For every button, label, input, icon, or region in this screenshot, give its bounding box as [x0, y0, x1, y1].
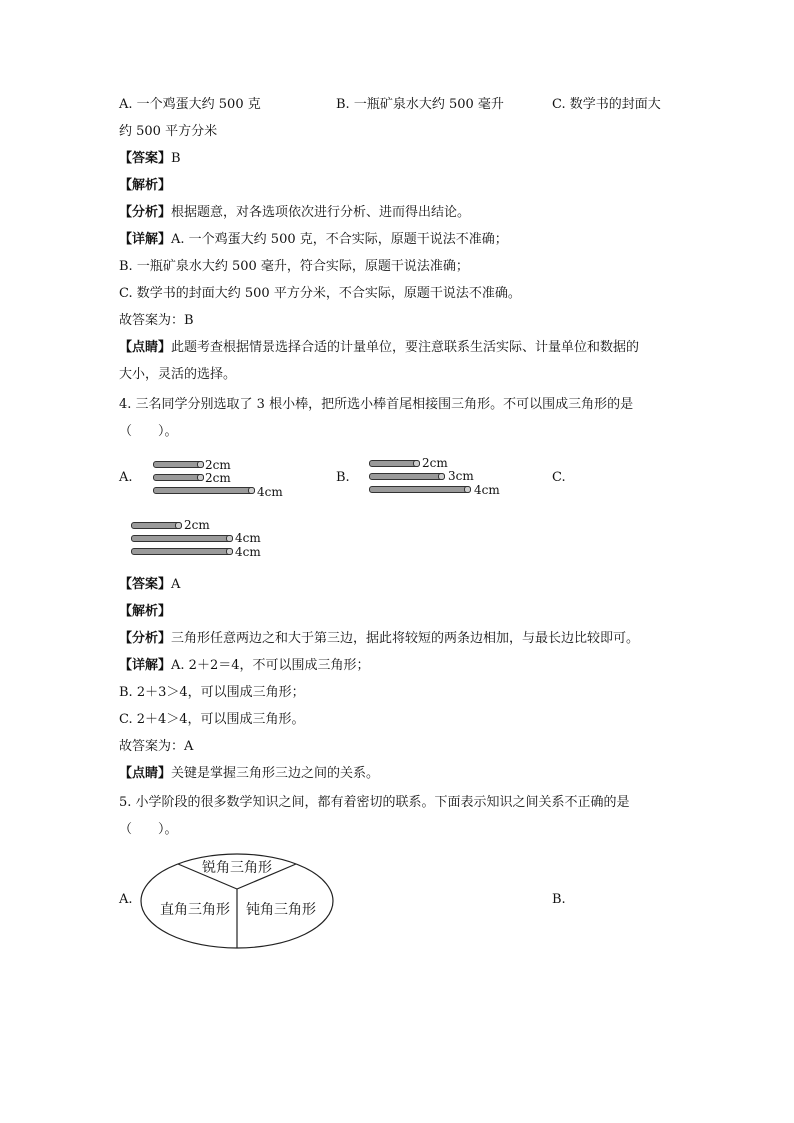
- q4-stem-line1: 4. 三名同学分别选取了 3 根小棒，把所选小棒首尾相接围三角形。不可以围成三角形的是: [119, 397, 634, 412]
- fenxi-tag: 【分析】: [119, 631, 172, 646]
- stick-label: 3cm: [448, 469, 474, 483]
- stick-label: 2cm: [422, 456, 448, 470]
- q4-comment: [119, 764, 379, 784]
- q3-option-b: B. 一瓶矿泉水大约 500 毫升: [336, 97, 504, 112]
- q4-fenxi: [119, 629, 639, 649]
- q4-answer: [119, 575, 180, 595]
- detail-text: A. 2＋2＝4，不可以围成三角形；: [171, 658, 370, 673]
- comment-text: 关键是掌握三角形三边之间的关系。: [171, 766, 380, 781]
- q5-label-b: B.: [552, 892, 566, 907]
- q3-final-answer: 故答案为：B: [119, 313, 194, 328]
- stick-label: 4cm: [235, 545, 261, 559]
- detail-text: A. 一个鸡蛋大约 500 克，不合实际，原题干说法不准确；: [171, 232, 508, 247]
- stick-label: 4cm: [235, 531, 261, 545]
- comment-tag: 【点睛】: [119, 340, 172, 355]
- q3-comment-line2: 大小，灵活的选择。: [119, 367, 237, 382]
- comment-text: 此题考查根据情景选择合适的计量单位，要注意联系生活实际、计量单位和数据的: [171, 340, 640, 355]
- stick-4cm: [131, 548, 233, 555]
- stick-label: 2cm: [205, 458, 231, 472]
- q3-answer: [119, 149, 181, 169]
- stick-label: 4cm: [257, 485, 283, 499]
- q3-option-c-line1: C. 数学书的封面大: [552, 97, 661, 112]
- q3-analysis-tag: 【解析】: [119, 178, 172, 193]
- stick-label: 2cm: [184, 518, 210, 532]
- answer-value: B: [171, 151, 181, 166]
- detail-tag: 【详解】: [119, 232, 172, 247]
- q4-label-b: B.: [336, 470, 350, 485]
- stick-2cm: [131, 522, 182, 529]
- comment-tag: 【点睛】: [119, 766, 172, 781]
- stick-2cm: [369, 460, 420, 467]
- q3-comment-line1: [119, 338, 639, 358]
- q3-option-a: A. 一个鸡蛋大约 500 克: [119, 97, 261, 112]
- q4-detail-c: C. 2＋4＞4，可以围成三角形。: [119, 712, 305, 727]
- answer-value: A: [171, 577, 181, 592]
- stick-4cm: [153, 487, 255, 494]
- q4-detail-a: [119, 656, 369, 676]
- stick-4cm: [369, 486, 471, 493]
- q4-label-c: C.: [552, 470, 566, 485]
- stick-4cm: [131, 535, 233, 542]
- q4-label-a: A.: [119, 470, 133, 485]
- oval-label-acute: 锐角三角形: [202, 860, 272, 876]
- stick-2cm: [153, 461, 204, 468]
- stick-label: 4cm: [474, 483, 500, 497]
- oval-label-obtuse: 钝角三角形: [246, 902, 316, 918]
- q3-detail-c: C. 数学书的封面大约 500 平方分米，不合实际，原题干说法不准确。: [119, 286, 521, 301]
- oval-label-right: 直角三角形: [160, 902, 230, 918]
- stick-label: 2cm: [205, 471, 231, 485]
- q3-detail-a: [119, 230, 508, 250]
- q5-label-a: A.: [119, 892, 133, 907]
- fenxi-tag: 【分析】: [119, 205, 172, 220]
- q4-stem-line2: （ ）。: [119, 424, 178, 439]
- q5-stem-line1: 5. 小学阶段的很多数学知识之间，都有着密切的联系。下面表示知识之间关系不正确的是: [119, 795, 630, 810]
- q3-fenxi: [119, 203, 470, 223]
- q4-detail-b: B. 2＋3＞4，可以围成三角形；: [119, 685, 305, 700]
- fenxi-text: 根据题意，对各选项依次进行分析、进而得出结论。: [171, 205, 471, 220]
- q3-option-c-line2: 约 500 平方分米: [119, 124, 218, 139]
- q3-detail-b: B. 一瓶矿泉水大约 500 毫升，符合实际，原题干说法准确；: [119, 259, 469, 274]
- detail-tag: 【详解】: [119, 658, 172, 673]
- q4-analysis-tag: 【解析】: [119, 604, 172, 619]
- q4-final-answer: 故答案为：A: [119, 739, 194, 754]
- answer-tag: 【答案】: [119, 577, 172, 592]
- fenxi-text: 三角形任意两边之和大于第三边，据此将较短的两条边相加，与最长边比较即可。: [171, 631, 640, 646]
- stick-2cm: [153, 474, 204, 481]
- stick-3cm: [369, 473, 445, 480]
- answer-tag: 【答案】: [119, 151, 172, 166]
- q5-stem-line2: （ ）。: [119, 822, 178, 837]
